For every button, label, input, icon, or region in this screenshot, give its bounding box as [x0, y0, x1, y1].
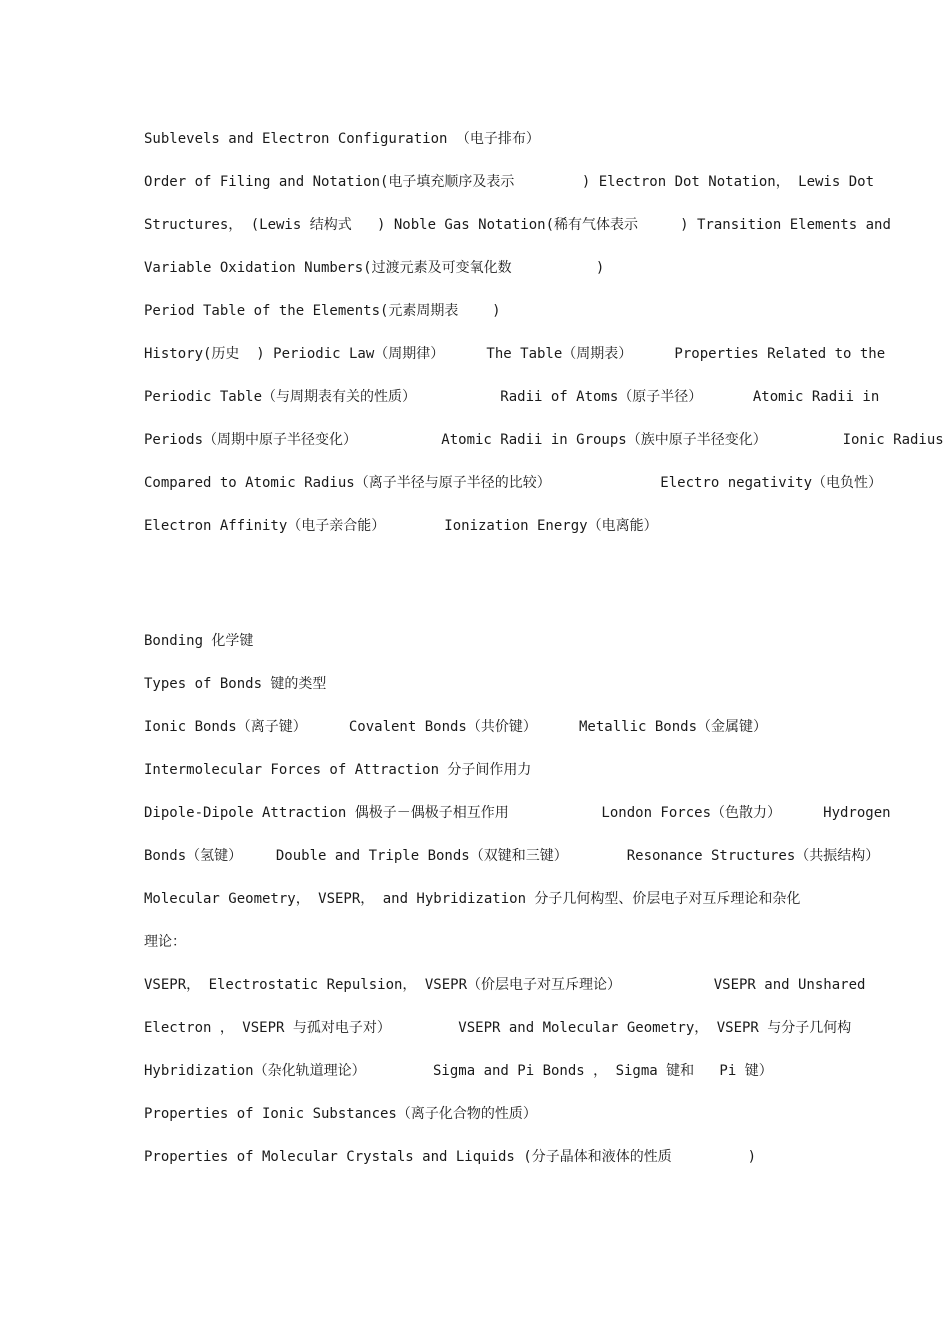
text-line: Bonding 化学键: [144, 633, 254, 649]
text-line: Properties of Molecular Crystals and Liquids (分子晶体和液体的性质 ): [144, 1149, 757, 1165]
text-line: History(历史 ) Periodic Law（周期律） The Table（周期表） Properties Related to the: [144, 346, 886, 362]
text-line: Electron Affinity（电子亲合能） Ionization Energy（电离能）: [144, 518, 658, 534]
text-line: Molecular Geometry， VSEPR， and Hybridization 分子几何构型、价层电子对互斥理论和杂化: [144, 891, 801, 907]
text-line: Period Table of the Elements(元素周期表 ): [144, 303, 501, 319]
text-line: Periodic Table（与周期表有关的性质） Radii of Atoms（原子半径） Atomic Radii in: [144, 389, 880, 405]
text-line: Sublevels and Electron Configuration （电子排布）: [144, 131, 540, 147]
text-line: Periods（周期中原子半径变化） Atomic Radii in Groups（族中原子半径变化） Ionic Radius: [144, 432, 944, 448]
section-gap: [144, 554, 824, 626]
text-line: Compared to Atomic Radius（离子半径与原子半径的比较） Electro negativity（电负性）: [144, 475, 883, 491]
text-line: Hybridization（杂化轨道理论） Sigma and Pi Bonds ， Sigma 键和 Pi 键）: [144, 1063, 773, 1079]
text-line: 理论：: [144, 934, 186, 950]
text-line: Ionic Bonds（离子键） Covalent Bonds（共价键） Metallic Bonds（金属键）: [144, 719, 768, 735]
text-line: Properties of Ionic Substances（离子化合物的性质）: [144, 1106, 537, 1122]
text-line: Intermolecular Forces of Attraction 分子间作用力: [144, 762, 532, 778]
text-line: Types of Bonds 键的类型: [144, 676, 327, 692]
text-line: VSEPR， Electrostatic Repulsion， VSEPR（价层电子对互斥理论） VSEPR and Unshared: [144, 977, 866, 993]
text-line: Electron ， VSEPR 与孤对电子对） VSEPR and Molecular Geometry， VSEPR 与分子几何构: [144, 1020, 852, 1036]
text-line: Variable Oxidation Numbers(过渡元素及可变氧化数 ): [144, 260, 605, 276]
text-line: Bonds（氢键） Double and Triple Bonds（双键和三键） Resonance Structures（共振结构）: [144, 848, 880, 864]
text-line: Dipole-Dipole Attraction 偶极子－偶极子相互作用 London Forces（色散力） Hydrogen: [144, 805, 891, 821]
text-line: Order of Filing and Notation(电子填充顺序及表示 ) Electron Dot Notation， Lewis Dot: [144, 174, 875, 190]
document-body: [144, 124, 944, 1185]
text-line: Structures， (Lewis 结构式 ) Noble Gas Notation(稀有气体表示 ) Transition Elements and: [144, 217, 891, 233]
